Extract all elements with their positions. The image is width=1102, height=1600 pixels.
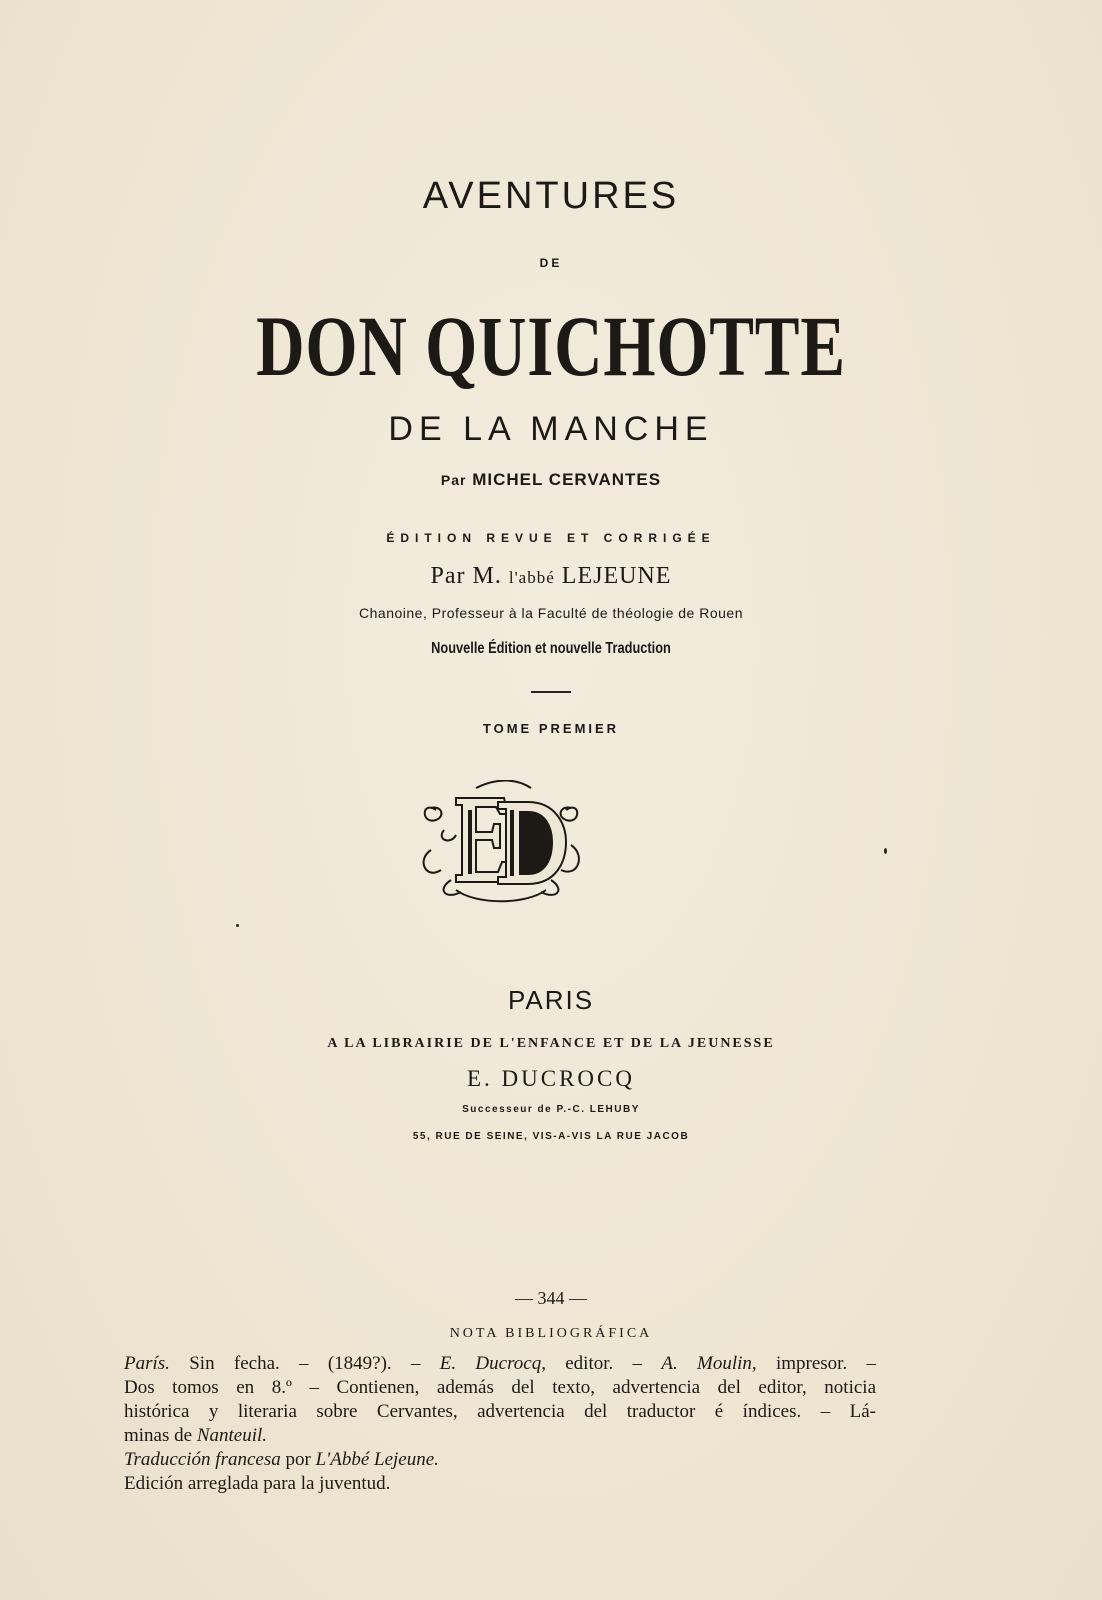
subtitle: DE LA MANCHE [388,410,714,448]
note-line-4 [124,1424,876,1448]
author-par: Par [440,472,467,488]
note-line-1 [124,1352,876,1376]
imprint-city: PARIS [507,985,595,1015]
editor-par: Par [430,563,466,589]
note-text: minas de [124,1425,197,1446]
note-text: impresor. – [756,1353,876,1374]
note-city: París. [124,1353,170,1374]
paper-speck [236,924,239,927]
bibliographic-note [124,1352,876,1496]
publisher-line: A LA LIBRAIRIE DE L'ENFANCE ET DE LA JEUNESSE [327,1036,775,1051]
paper-speck [884,848,887,854]
note-line-6: Edición arreglada para la juventud. [124,1473,391,1494]
editor-line [0,563,1102,590]
note-text: Sin fecha. – (1849?). – [169,1353,440,1374]
note-publisher: E. Ducrocq, [439,1353,546,1374]
note-translator: L'Abbé Lejeune. [315,1449,439,1470]
note-line-2: Dos tomos en 8.º – Contienen, además del texto, advertencia del editor, noticia [124,1377,876,1398]
page-number: — 344 — [515,1288,587,1308]
main-title: DON QUICHOTTE [256,298,846,394]
author-name: MICHEL CERVANTES [472,470,662,489]
publisher-name: E. DUCROCQ [466,1066,635,1091]
title-aventures: AVENTURES [422,175,680,217]
editor-role: Chanoine, Professeur à la Faculté de théologie de Rouen [359,605,743,621]
note-translation: Traducción francesa [124,1449,281,1470]
note-text: editor. – [545,1353,662,1374]
divider-rule [531,691,571,693]
note-printer: A. Moulin, [661,1353,757,1374]
editor-m: M. [472,563,502,589]
note-line-3: histórica y literaria sobre Cervantes, advertencia del traductor é índices. – Lá- [124,1401,876,1422]
ed-monogram-emblem-icon [416,780,586,910]
volume-label: TOME PREMIER [482,721,620,736]
successor-line: Successeur de P.-C. LEHUBY [462,1104,640,1115]
editor-name: LEJEUNE [561,563,672,589]
new-edition-line: Nouvelle Édition et nouvelle Traduction [431,640,671,657]
editor-abbe: l'abbé [508,568,555,587]
publisher-address: 55, RUE DE SEINE, VIS-A-VIS LA RUE JACOB [412,1131,690,1142]
note-line-5 [124,1448,876,1472]
title-de: DE [539,256,563,270]
note-artist: Nanteuil. [196,1425,268,1446]
note-heading: NOTA BIBLIOGRÁFICA [449,1326,653,1341]
note-text: por [280,1449,316,1470]
edition-line: ÉDITION REVUE ET CORRIGÉE [386,531,716,545]
author-line [0,470,1102,490]
